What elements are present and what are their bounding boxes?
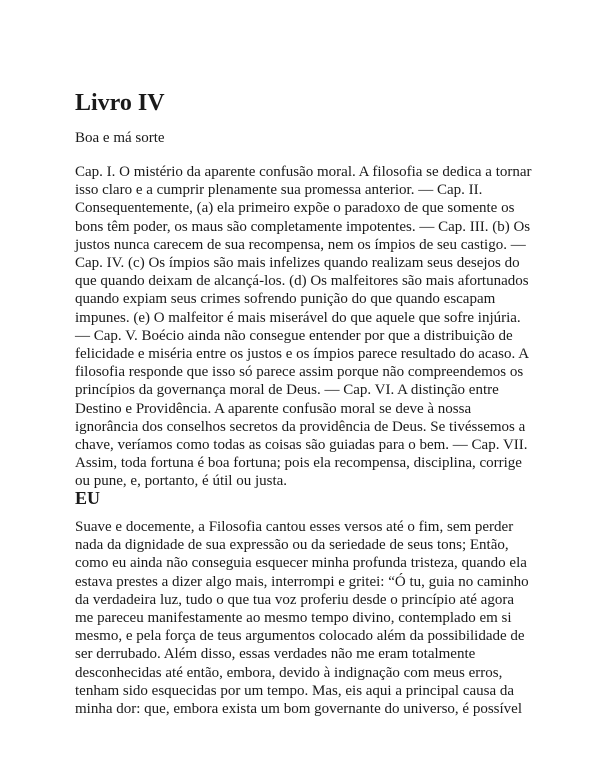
chapter-summary <box>75 163 530 491</box>
body-line: nada da dignidade de sua expressão ou da seriedade de seus tons; Então, <box>75 537 509 554</box>
summary-line: ignorância dos conselhos secretos da providência de Deus. Se tivéssemos a <box>75 418 526 435</box>
summary-line: Consequentemente, (a) ela primeiro expõe o paradoxo de que somente os <box>75 200 515 217</box>
summary-line: Cap. IV. (c) Os ímpios são mais infelizes quando realizam seus desejos do <box>75 255 520 272</box>
summary-line: chave, veríamos como todas as coisas são guiadas para o bem. — Cap. VII. <box>75 437 528 454</box>
summary-line: justos nunca carecem de sua recompensa, nem os ímpios de seu castigo. — <box>75 236 526 253</box>
book-subtitle: Boa e má sorte <box>75 130 165 146</box>
summary-line: filosofia responde que isso só parece assim porque não compreendemos os <box>75 364 524 381</box>
body-paragraph <box>75 518 530 718</box>
summary-line: Destino e Providência. A aparente confusão moral se deve à nossa <box>75 400 472 417</box>
body-line: ser derrubado. Além disso, essas verdades não me eram totalmente <box>75 646 476 663</box>
summary-line: impunes. (e) O malfeitor é mais miserável do que aquele que sofre injúria. <box>75 309 521 326</box>
summary-line: quando expiam seus crimes sofrendo punição do que quando escapam <box>75 291 496 308</box>
summary-line: Cap. I. O mistério da aparente confusão moral. A filosofia se dedica a tornar <box>75 164 532 180</box>
summary-line: Assim, toda fortuna é boa fortuna; pois ela recompensa, disciplina, corrige <box>75 455 522 472</box>
body-line: desconhecidas até então, embora, devido à indignação com meus erros, <box>75 664 503 681</box>
summary-line: bons têm poder, os maus são completamente impotentes. — Cap. III. (b) Os <box>75 218 531 235</box>
body-line: estava prestes a dizer algo mais, interrompi e gritei: “Ó tu, guia no caminho <box>75 573 529 590</box>
section-heading: EU <box>75 488 101 508</box>
body-line: mesmo, e pela força de teus argumentos colocado além da possibilidade de <box>75 628 525 645</box>
summary-line: felicidade e miséria entre os justos e os ímpios parece resultado do acaso. A <box>75 346 530 363</box>
summary-line: ou pune, e, portanto, é útil ou justa. <box>75 473 288 490</box>
summary-line: princípios da governança moral de Deus. — Cap. VI. A distinção entre <box>75 382 499 399</box>
book-title: Livro IV <box>75 90 165 116</box>
body-line: tenham sido esquecidas por um tempo. Mas, eis aqui a principal causa da <box>75 682 515 699</box>
body-line: me pareceu manifestamente ao mesmo tempo divino, contemplado em si <box>75 610 512 627</box>
body-line: da verdadeira luz, tudo o que tua voz proferiu desde o princípio até agora <box>75 591 514 608</box>
body-line: como eu ainda não conseguia esquecer minha profunda tristeza, quando ela <box>75 555 527 572</box>
summary-line: — Cap. V. Boécio ainda não consegue entender por que a distribuição de <box>75 327 513 344</box>
summary-line: que quando deixam de alcançá-los. (d) Os malfeitores são mais afortunados <box>75 273 529 290</box>
body-line: Suave e docemente, a Filosofia cantou esses versos até o fim, sem perder <box>75 519 514 535</box>
summary-line: isso claro e a cumprir plenamente sua promessa anterior. — Cap. II. <box>75 182 483 199</box>
body-line: minha dor: que, embora exista um bom governante do universo, é possível <box>75 701 522 718</box>
